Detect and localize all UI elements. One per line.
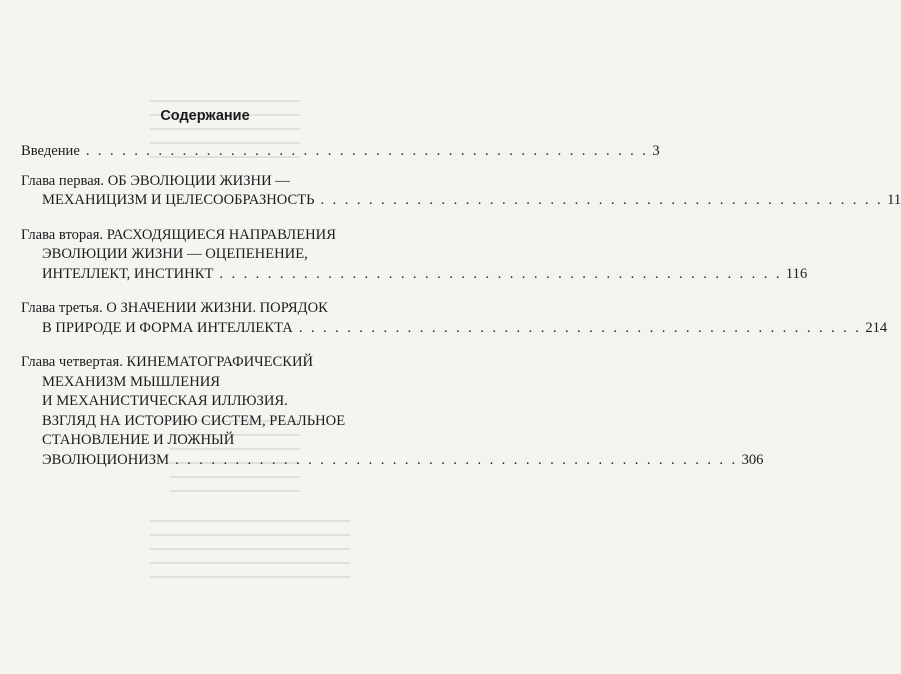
toc-entry-title: Глава третья. О ЗНАЧЕНИИ ЖИЗНИ. ПОРЯДОК: [21, 300, 328, 316]
toc-entry-last-line: [21, 142, 660, 162]
page-number: 3: [652, 143, 660, 159]
toc-entry-title: Глава вторая. РАСХОДЯЩИЕСЯ НАПРАВЛЕНИЯ: [21, 226, 336, 243]
toc-entry-chapter-4: [21, 353, 764, 470]
toc-entry-title-continued: ЭВОЛЮЦИОНИЗМ: [42, 451, 170, 468]
toc-entry-title: Введение: [21, 143, 80, 159]
toc-entry-title-continued: ИНТЕЛЛЕКТ, ИНСТИНКТ: [42, 265, 214, 282]
dot-leader: . . . . . . . . . . . . . . . . . . . . . . . . . . . . . . . . . . . . . . . . . . . . . . .: [320, 192, 884, 208]
toc-entry-introduction: [21, 142, 660, 162]
page-number: 306: [741, 451, 764, 468]
page-number: 11: [887, 192, 901, 208]
toc-entry-title: Глава четвертая. КИНЕМАТОГРАФИЧЕСКИЙ: [21, 354, 314, 370]
table-of-contents: [21, 142, 901, 485]
show-through-texture: [150, 520, 350, 580]
page-number: 116: [785, 265, 808, 282]
dot-leader: . . . . . . . . . . . . . . . . . . . . . . . . . . . . . . . . . . . . . . . . . . . . . . .: [85, 143, 649, 159]
toc-entry-title-continued: МЕХАНИЗМ МЫШЛЕНИЯ: [42, 373, 221, 390]
toc-entry-title-continued: МЕХАНИЦИЗМ И ЦЕЛЕСООБРАЗНОСТЬ: [42, 192, 315, 208]
toc-entry-title-continued: И МЕХАНИСТИЧЕСКАЯ ИЛЛЮЗИЯ.: [42, 393, 288, 409]
page-number: 214: [865, 319, 888, 336]
toc-heading: Содержание: [160, 108, 250, 124]
toc-entry-chapter-3: [21, 299, 888, 338]
toc-entry-last-line: [21, 319, 888, 339]
toc-entry-last-line: [21, 191, 901, 211]
dot-leader: . . . . . . . . . . . . . . . . . . . . . . . . . . . . . . . . . . . . . . . . . . . . . . .: [298, 319, 862, 336]
toc-entry-title-continued: В ПРИРОДЕ И ФОРМА ИНТЕЛЛЕКТА: [42, 319, 293, 336]
toc-entry-last-line: [21, 265, 808, 285]
toc-entry-last-line: [21, 451, 764, 471]
dot-leader: . . . . . . . . . . . . . . . . . . . . . . . . . . . . . . . . . . . . . . . . . . . . . . .: [219, 265, 782, 282]
toc-entry-title-continued: СТАНОВЛЕНИЕ И ЛОЖНЫЙ: [42, 432, 235, 448]
toc-entry-title-continued: ЭВОЛЮЦИИ ЖИЗНИ — ОЦЕПЕНЕНИЕ,: [42, 246, 308, 262]
dot-leader: . . . . . . . . . . . . . . . . . . . . . . . . . . . . . . . . . . . . . . . . . . . . . . .: [175, 451, 738, 468]
toc-entry-title-continued: ВЗГЛЯД НА ИСТОРИЮ СИСТЕМ, РЕАЛЬНОЕ: [42, 412, 346, 429]
toc-entry-chapter-2: [21, 226, 808, 285]
toc-entry-title: Глава первая. ОБ ЭВОЛЮЦИИ ЖИЗНИ —: [21, 172, 290, 189]
toc-entry-chapter-1: [21, 172, 901, 211]
